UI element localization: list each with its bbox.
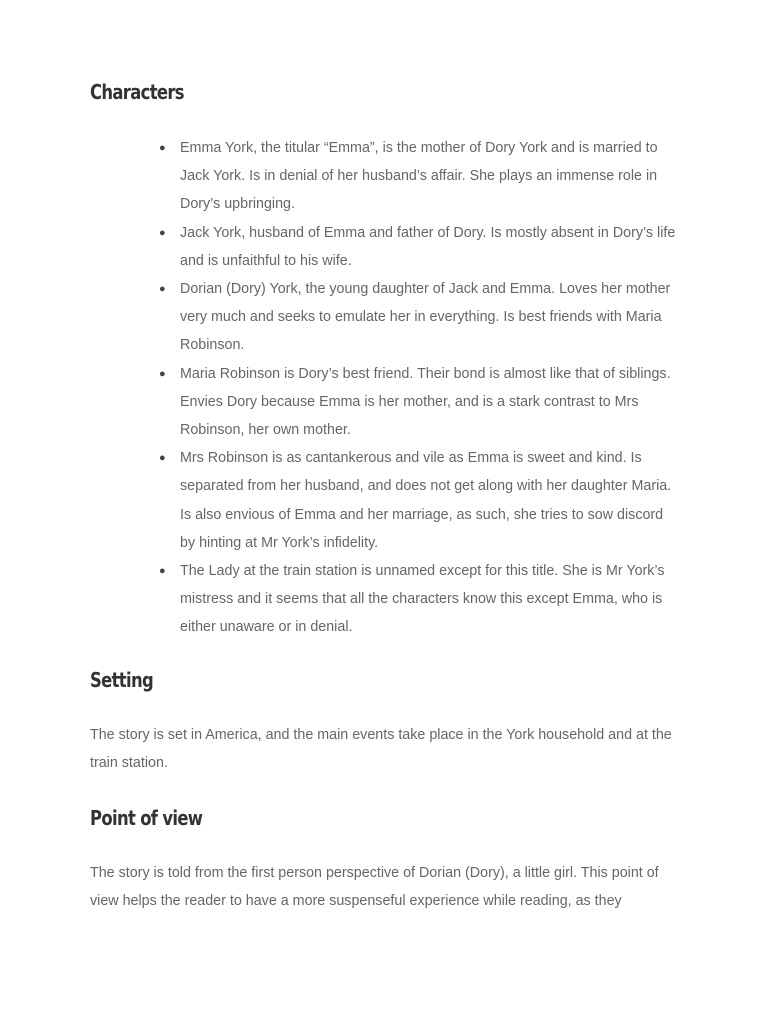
- list-item: [90, 557, 680, 642]
- setting-heading: Setting: [90, 668, 154, 692]
- character-description: Dorian (Dory) York, the young daughter of Jack and Emma. Loves her mother very much and seeks to emulate her in everything. Is best friends with Maria Robinson.: [180, 281, 671, 354]
- list-item: [90, 275, 680, 360]
- characters-heading: Characters: [90, 80, 184, 104]
- character-description: Maria Robinson is Dory’s best friend. Their bond is almost like that of siblings. Envies Dory because Emma is her mother, and is a stark contrast to Mrs Robinson, her own mother.: [180, 365, 671, 439]
- bullet-icon: ●: [159, 283, 166, 296]
- point-of-view-paragraph: The story is told from the first person perspective of Dorian (Dory), a little girl. This point of view helps the reader to have a more suspenseful experience while reading, as they: [90, 865, 659, 910]
- list-item: [90, 219, 680, 275]
- character-description: Emma York, the titular “Emma”, is the mother of Dory York and is married to Jack York. Is in denial of her husband’s affair. She plays an immense role in Dory’s upbringing.: [180, 140, 658, 213]
- setting-paragraph: The story is set in America, and the main events take place in the York household and at the train station.: [90, 727, 672, 772]
- bullet-icon: ●: [159, 452, 166, 465]
- list-item: [90, 134, 680, 219]
- list-item: [90, 360, 680, 445]
- characters-list: [90, 134, 680, 642]
- bullet-icon: ●: [159, 142, 166, 154]
- list-item: [90, 444, 680, 557]
- character-description: Mrs Robinson is as cantankerous and vile as Emma is sweet and kind. Is separated from her husband, and does not get along with her daughter Maria. Is also envious of Emma and her marriage, as such, she tries to sow discord by hinting at Mr York’s infidelity.: [180, 450, 672, 551]
- character-description: The Lady at the train station is unnamed except for this title. She is Mr York’s mistress and it seems that all the characters know this except Emma, who is either unaware or in denial.: [180, 563, 665, 636]
- bullet-icon: ●: [159, 367, 166, 380]
- character-description: Jack York, husband of Emma and father of Dory. Is mostly absent in Dory’s life and is unfaithful to his wife.: [180, 224, 676, 269]
- point-of-view-heading: Point of view: [90, 806, 203, 830]
- bullet-icon: ●: [159, 226, 166, 239]
- bullet-icon: ●: [159, 565, 166, 578]
